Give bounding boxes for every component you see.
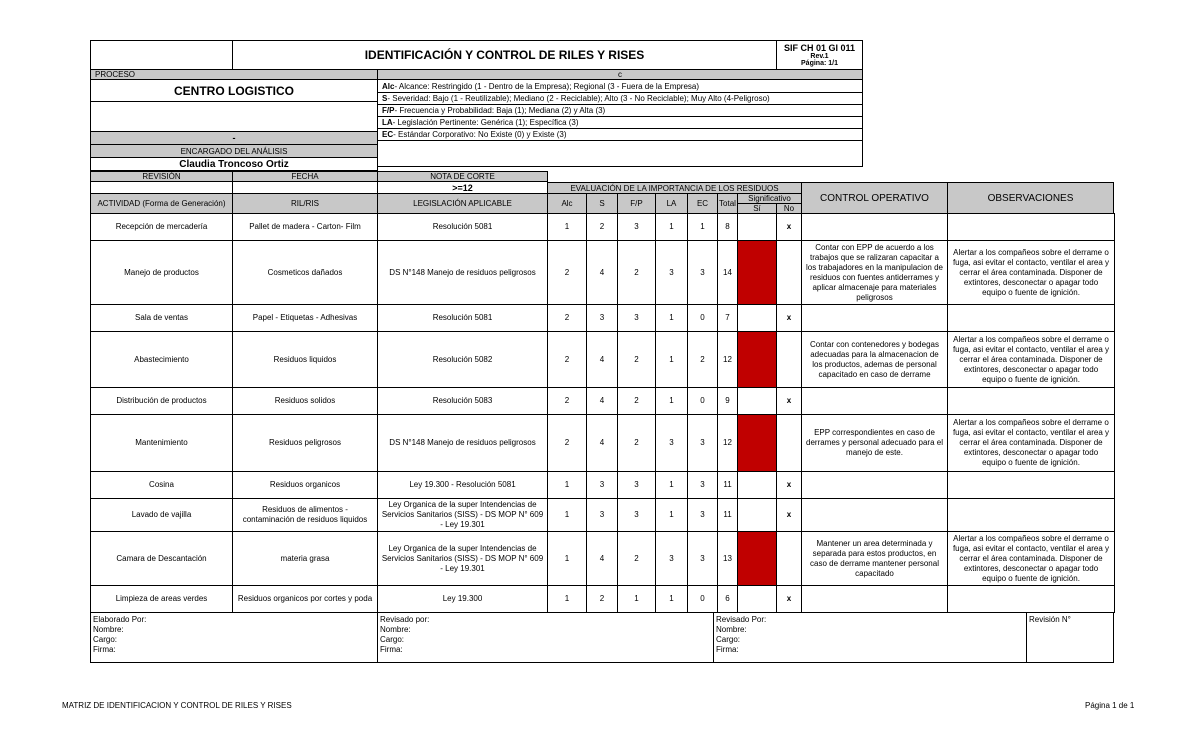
cell-actividad: Distribución de productos: [91, 388, 233, 415]
document-title: IDENTIFICACIÓN Y CONTROL DE RILES Y RISES: [232, 40, 777, 70]
sig-line: Cargo:: [93, 635, 118, 644]
cell-total: 12: [718, 415, 738, 472]
cell-alc: 2: [548, 241, 587, 305]
cell-no: x: [777, 499, 802, 532]
cell-fp: 2: [618, 415, 656, 472]
cell-alc: 1: [548, 499, 587, 532]
sig-elaborado: [90, 612, 378, 663]
cell-legislacion: Ley 19.300: [378, 586, 548, 613]
cell-observaciones: [948, 472, 1115, 499]
sig-revisado-1: [377, 612, 714, 663]
fecha-label: FECHA: [232, 171, 378, 182]
cell-ril: Residuos organicos: [233, 472, 378, 499]
cell-no: [777, 241, 802, 305]
cell-s: 3: [587, 499, 618, 532]
table-row: [91, 586, 1115, 613]
col-alc: Alc: [547, 193, 587, 214]
cell-fp: 2: [618, 388, 656, 415]
cell-alc: 2: [548, 388, 587, 415]
table-row: [91, 241, 1115, 305]
col-legislacion: LEGISLACIÓN APLICABLE: [377, 193, 548, 214]
legend-item: S - Severidad: Bajo (1 - Reutilizable); Mediano (2 - Reciclable); Alto (3 - No Reciclable); Muy Alto (4-Peligroso): [377, 92, 863, 105]
revision-label: REVISIÓN: [90, 171, 233, 182]
col-observaciones: OBSERVACIONES: [947, 182, 1114, 214]
cell-observaciones: [948, 499, 1115, 532]
significant-flag: [738, 532, 777, 586]
sig-line: Cargo:: [716, 635, 741, 644]
cell-fp: 3: [618, 305, 656, 332]
cell-la: 1: [656, 472, 688, 499]
cell-control: EPP correspondientes en caso de derrames y personal adecuado para el manejo de este.: [802, 415, 948, 472]
doc-code: SIF CH 01 GI 011: [783, 43, 856, 53]
cell-alc: 2: [548, 305, 587, 332]
sig-line: Firma:: [380, 645, 403, 654]
cell-actividad: Manejo de productos: [91, 241, 233, 305]
col-si: Sí: [737, 203, 777, 214]
cell-s: 4: [587, 241, 618, 305]
cell-la: 3: [656, 241, 688, 305]
col-s: S: [586, 193, 618, 214]
cell-s: 4: [587, 388, 618, 415]
legend-item: F/P - Frecuencia y Probabilidad: Baja (1); Mediana (2) y Alta (3): [377, 104, 863, 117]
process-name: CENTRO LOGISTICO: [90, 79, 378, 102]
sig-line: Nombre:: [716, 625, 747, 634]
cell-alc: 2: [548, 415, 587, 472]
cell-legislacion: DS N°148 Manejo de residuos peligrosos: [378, 415, 548, 472]
cell-legislacion: Ley Organica de la super Intendencias de Servicios Sanitarios (SISS) - DS MOP N° 609 - Ley 19.301: [378, 499, 548, 532]
cell-la: 1: [656, 305, 688, 332]
cell-legislacion: DS N°148 Manejo de residuos peligrosos: [378, 241, 548, 305]
cell-no: x: [777, 472, 802, 499]
cell-no: [777, 532, 802, 586]
cell-ec: 3: [688, 472, 718, 499]
table-row: [91, 415, 1115, 472]
cell-ril: Residuos solidos: [233, 388, 378, 415]
doc-code-box: [776, 40, 863, 70]
cell-si: [738, 305, 777, 332]
cell-ec: 0: [688, 586, 718, 613]
footer-left: MATRIZ DE IDENTIFICACION Y CONTROL DE RILES Y RISES: [62, 701, 292, 710]
sig-line: Revisión N°: [1029, 615, 1071, 624]
cell-control: [802, 472, 948, 499]
cell-fp: 2: [618, 532, 656, 586]
cell-observaciones: Alertar a los compañeos sobre el derrame o fuga, asi evitar el contacto, ventilar el area y cerrar el área contaminada. Disponer de extintores, desconectar o apagar todo equipo o fuente de ignición.: [948, 241, 1115, 305]
table-row: [91, 472, 1115, 499]
col-actividad: ACTIVIDAD (Forma de Generación): [90, 193, 233, 214]
cell-ec: 0: [688, 305, 718, 332]
cell-si: [738, 214, 777, 241]
cell-control: [802, 214, 948, 241]
cell-s: 3: [587, 305, 618, 332]
cell-control: [802, 499, 948, 532]
cell-control: Contar con EPP de acuerdo a los trabajos que se ralizaran capacitar a los trabajadores en la manipulacion de residuos con fuentes antiderrames y aplicar almacenaje para materiales peligrosos: [802, 241, 948, 305]
cell-fp: 3: [618, 214, 656, 241]
doc-rev: Rev.1: [810, 53, 829, 60]
table-row: [91, 214, 1115, 241]
dash-cell: -: [90, 131, 378, 145]
sig-revisado-2: [713, 612, 1027, 663]
cell-legislacion: Ley Organica de la super Intendencias de Servicios Sanitarios (SISS) - DS MOP N° 609 - Ley 19.301: [378, 532, 548, 586]
cell-la: 3: [656, 415, 688, 472]
sig-line: Firma:: [93, 645, 116, 654]
encargado-label: ENCARGADO DEL ANÁLISIS: [90, 144, 378, 158]
cell-observaciones: [948, 586, 1115, 613]
sig-line: Elaborado Por:: [93, 615, 147, 624]
cell-la: 1: [656, 499, 688, 532]
cell-alc: 1: [548, 586, 587, 613]
cell-ec: 3: [688, 532, 718, 586]
cell-no: x: [777, 214, 802, 241]
cell-alc: 1: [548, 472, 587, 499]
nota-label: NOTA DE CORTE: [377, 171, 548, 182]
cell-ec: 1: [688, 214, 718, 241]
cell-ec: 3: [688, 241, 718, 305]
cell-total: 11: [718, 472, 738, 499]
cell-la: 1: [656, 388, 688, 415]
cell-ril: Pallet de madera - Carton- Film: [233, 214, 378, 241]
cell-total: 6: [718, 586, 738, 613]
cell-no: x: [777, 388, 802, 415]
cell-legislacion: Resolución 5081: [378, 305, 548, 332]
cell-s: 2: [587, 214, 618, 241]
cell-ril: Cosmeticos dañados: [233, 241, 378, 305]
col-ec: EC: [687, 193, 718, 214]
cell-control: Mantener un area determinada y separada para estos productos, en caso de derrame mantener personal capacitado: [802, 532, 948, 586]
legend-item: EC - Estándar Corporativo: No Existe (0) y Existe (3): [377, 128, 863, 141]
cell-legislacion: Resolución 5083: [378, 388, 548, 415]
cell-total: 14: [718, 241, 738, 305]
cell-total: 12: [718, 332, 738, 388]
legend: [377, 79, 863, 167]
c-label: c: [377, 69, 863, 80]
sig-line: Cargo:: [380, 635, 405, 644]
cell-s: 4: [587, 332, 618, 388]
cell-ril: Residuos liquidos: [233, 332, 378, 388]
cell-observaciones: Alertar a los compañeos sobre el derrame o fuga, asi evitar el contacto, ventilar el area y cerrar el área contaminada. Disponer de extintores, desconectar o apagar todo equipo o fuente de ignición.: [948, 532, 1115, 586]
table-row: [91, 499, 1115, 532]
cell-no: [777, 415, 802, 472]
cell-la: 1: [656, 586, 688, 613]
cell-total: 11: [718, 499, 738, 532]
sig-line: Revisado por:: [380, 615, 430, 624]
cell-s: 4: [587, 415, 618, 472]
col-la: LA: [655, 193, 688, 214]
cell-s: 4: [587, 532, 618, 586]
cell-actividad: Limpieza de areas verdes: [91, 586, 233, 613]
cell-total: 13: [718, 532, 738, 586]
cell-observaciones: Alertar a los compañeos sobre el derrame o fuga, asi evitar el contacto, ventilar el area y cerrar el área contaminada. Disponer de extintores, desconectar o apagar todo equipo o fuente de ignición.: [948, 415, 1115, 472]
cell-actividad: Camara de Descantación: [91, 532, 233, 586]
footer-right: Página 1 de 1: [1085, 701, 1135, 710]
cell-ril: Papel - Etiquetas - Adhesivas: [233, 305, 378, 332]
cell-observaciones: Alertar a los compañeos sobre el derrame o fuga, asi evitar el contacto, ventilar el area y cerrar el área contaminada. Disponer de extintores, desconectar o apagar todo equipo o fuente de ignición.: [948, 332, 1115, 388]
cell-ec: 0: [688, 388, 718, 415]
significant-flag: [738, 332, 777, 388]
cell-si: [738, 472, 777, 499]
cell-actividad: Abastecimiento: [91, 332, 233, 388]
cell-legislacion: Resolución 5082: [378, 332, 548, 388]
cell-si: [738, 388, 777, 415]
riles-table: [90, 213, 1115, 613]
cell-total: 8: [718, 214, 738, 241]
cell-ril: materia grasa: [233, 532, 378, 586]
significant-flag: [738, 415, 777, 472]
cell-no: x: [777, 586, 802, 613]
legend-item: Alc - Alcance: Restringido (1 - Dentro de la Empresa); Regional (3 - Fuera de la Empresa): [377, 79, 863, 93]
sig-line: Nombre:: [93, 625, 124, 634]
cell-fp: 2: [618, 332, 656, 388]
cell-la: 3: [656, 532, 688, 586]
cell-si: [738, 586, 777, 613]
cell-actividad: Sala de ventas: [91, 305, 233, 332]
cell-ec: 3: [688, 499, 718, 532]
cell-fp: 2: [618, 241, 656, 305]
significant-flag: [738, 241, 777, 305]
col-no: No: [776, 203, 802, 214]
cell-total: 9: [718, 388, 738, 415]
cell-ec: 2: [688, 332, 718, 388]
cell-legislacion: Resolución 5081: [378, 214, 548, 241]
col-ril: RIL/RIS: [232, 193, 378, 214]
col-significativo: Significativo: [737, 193, 802, 204]
col-total: Total: [717, 193, 738, 214]
cell-control: Contar con contenedores y bodegas adecuadas para la almacenacion de los productos, ademas de personal capacitado en caso de derrame: [802, 332, 948, 388]
cell-fp: 3: [618, 472, 656, 499]
col-fp: F/P: [617, 193, 656, 214]
table-row: [91, 332, 1115, 388]
cell-alc: 1: [548, 214, 587, 241]
cell-fp: 3: [618, 499, 656, 532]
cell-actividad: Recepción de mercadería: [91, 214, 233, 241]
proceso-label: PROCESO: [90, 69, 378, 80]
cell-s: 2: [587, 586, 618, 613]
doc-page: Página: 1/1: [801, 60, 838, 67]
cell-observaciones: [948, 388, 1115, 415]
sig-line: Nombre:: [380, 625, 411, 634]
cell-no: [777, 332, 802, 388]
col-evaluacion: EVALUACIÓN DE LA IMPORTANCIA DE LOS RESIDUOS: [547, 182, 802, 194]
cell-si: [738, 499, 777, 532]
encargado-name: Claudia Troncoso Ortiz: [90, 157, 378, 171]
legend-item: LA - Legislación Pertinente: Genérica (1); Específica (3): [377, 116, 863, 129]
cell-alc: 2: [548, 332, 587, 388]
sig-line: Revisado Por:: [716, 615, 767, 624]
cell-no: x: [777, 305, 802, 332]
table-row: [91, 388, 1115, 415]
cell-actividad: Mantenimiento: [91, 415, 233, 472]
header-left-blank: [90, 40, 233, 70]
cell-control: [802, 586, 948, 613]
table-row: [91, 305, 1115, 332]
table-row: [91, 532, 1115, 586]
cell-control: [802, 388, 948, 415]
cell-observaciones: [948, 214, 1115, 241]
cell-la: 1: [656, 214, 688, 241]
cell-actividad: Cosina: [91, 472, 233, 499]
nota-value: >=12: [377, 181, 548, 194]
cell-s: 3: [587, 472, 618, 499]
cell-fp: 1: [618, 586, 656, 613]
cell-total: 7: [718, 305, 738, 332]
cell-legislacion: Ley 19.300 - Resolución 5081: [378, 472, 548, 499]
sig-revision-n: [1026, 612, 1114, 663]
cell-ec: 3: [688, 415, 718, 472]
cell-ril: Residuos de alimentos - contaminación de residuos liquidos: [233, 499, 378, 532]
col-control: CONTROL OPERATIVO: [801, 182, 948, 214]
sig-line: Firma:: [716, 645, 739, 654]
legend-blank: [377, 140, 863, 167]
cell-ril: Residuos peligrosos: [233, 415, 378, 472]
cell-control: [802, 305, 948, 332]
cell-actividad: Lavado de vajilla: [91, 499, 233, 532]
cell-la: 1: [656, 332, 688, 388]
process-blank: [90, 101, 378, 132]
cell-ril: Residuos organicos por cortes y poda: [233, 586, 378, 613]
cell-observaciones: [948, 305, 1115, 332]
cell-alc: 1: [548, 532, 587, 586]
